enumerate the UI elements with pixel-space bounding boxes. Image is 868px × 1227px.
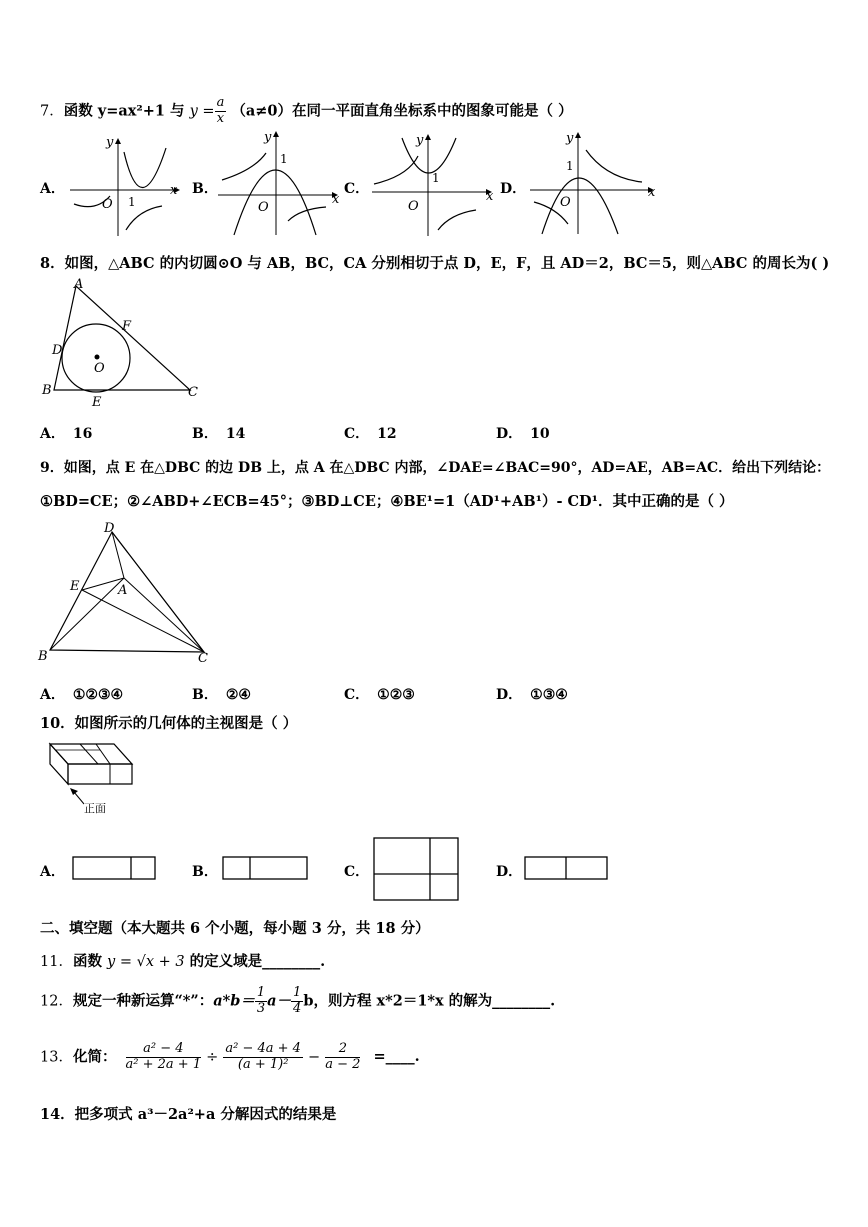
q10-option-c-view <box>372 836 460 902</box>
q10-option-a[interactable]: A． <box>40 864 65 880</box>
q8-option-b[interactable] <box>192 423 245 443</box>
q7-graph-b <box>214 125 344 240</box>
q8-option-a-letter: A． <box>40 426 65 442</box>
q8-option-c-value: 12 <box>377 426 397 442</box>
q7-graph-d <box>526 126 660 240</box>
q13-frac-1-den: a² + 2a + 1 <box>125 1056 202 1072</box>
q12-frac-2-den: 4 <box>293 1000 302 1016</box>
q7b-origin-label: O <box>258 200 269 215</box>
q10-solid-figure <box>44 736 144 816</box>
q9-label-d: D <box>104 521 115 536</box>
q8-figure <box>38 274 208 410</box>
q10-option-d-view <box>524 855 610 881</box>
q12-text-b: b，则方程 x*2＝1*x 的解为________. <box>303 992 556 1010</box>
q10-stem: 10．如图所示的几何体的主视图是（ ） <box>40 715 298 732</box>
section-2-title: 二、填空题（本大题共 6 个小题，每小题 3 分，共 18 分） <box>40 920 430 937</box>
q9-option-b[interactable] <box>192 684 251 704</box>
q8-label-f: F <box>122 319 132 334</box>
q11-number: 11． <box>40 954 73 970</box>
q10-option-c[interactable]: C． <box>344 864 370 880</box>
q7c-origin-label: O <box>408 199 419 214</box>
q8-label-d: D <box>52 343 63 358</box>
q7-option-c[interactable]: C． <box>344 181 370 197</box>
q9-stem-line2: ①BD=CE；②∠ABD+∠ECB=45°；③BD⊥CE；④BE¹=1（AD¹+AB¹）- CD¹．其中正确的是（ ） <box>40 493 734 510</box>
q10-option-d[interactable]: D． <box>496 864 523 880</box>
q9-option-d[interactable] <box>496 684 568 704</box>
q11-stem <box>40 950 325 971</box>
q13-frac-2-num: a² − 4a + 4 <box>225 1041 301 1056</box>
q9-option-c-letter: C． <box>344 687 370 703</box>
q12-frac-1 <box>255 986 267 1017</box>
q7c-y-label: y <box>416 133 424 148</box>
q9-figure <box>36 516 226 666</box>
q13-frac-2-den: (a + 1)² <box>237 1056 289 1072</box>
q7-stem <box>40 96 573 127</box>
q8-option-d-letter: D． <box>496 426 523 442</box>
q11-text-b: 的定义域是________. <box>189 953 326 970</box>
q9-option-a-value: ①②③④ <box>72 687 124 703</box>
q9-stem-line1: 9．如图，点 E 在△DBC 的边 DB 上，点 A 在△DBC 内部，∠DAE=∠BAC=90°，AD=AE，AB=AC．给出下列结论： <box>40 460 831 476</box>
q12-frac-2 <box>291 986 303 1017</box>
q12-text-a: 规定一种新运算“*”： <box>72 992 214 1010</box>
q7-frac-den: x <box>216 110 225 126</box>
q7-number: 7． <box>40 103 64 120</box>
q8-option-b-value: 14 <box>225 426 246 442</box>
q8-option-b-letter: B． <box>192 426 218 442</box>
q10-front-label: 正面 <box>84 802 106 815</box>
q7a-y-label: y <box>106 135 114 150</box>
q9-label-e: E <box>70 579 80 594</box>
q8-option-c[interactable] <box>344 423 397 443</box>
q13-frac-1-num: a² − 4 <box>126 1042 202 1058</box>
q13-frac-3-num: 2 <box>325 1042 360 1058</box>
q7b-one-label: 1 <box>280 152 288 166</box>
q7-formula-lhs: y = <box>189 103 215 120</box>
q13-frac-3-den: a − 2 <box>325 1056 361 1072</box>
q7c-x-label: x <box>486 189 494 204</box>
q13-frac-2 <box>223 1042 303 1073</box>
q7-option-b[interactable]: B． <box>192 181 218 197</box>
q8-label-b: B <box>42 383 52 398</box>
q10-option-a-view <box>72 855 158 881</box>
q9-label-a: A <box>118 583 128 598</box>
q7b-y-label: y <box>264 130 272 145</box>
q9-option-a-letter: A． <box>40 687 65 703</box>
q7a-one-label: 1 <box>128 195 136 209</box>
q9-option-b-value: ②④ <box>225 687 251 703</box>
q13-stem <box>40 1042 420 1073</box>
q8-option-c-letter: C． <box>344 426 370 442</box>
q12-lhs: a*b＝ <box>213 992 255 1010</box>
q7-frac-num: a <box>216 95 225 110</box>
q13-frac-1 <box>126 1042 202 1073</box>
q8-option-d[interactable] <box>496 423 550 443</box>
q8-label-e: E <box>92 395 102 410</box>
q8-option-a[interactable] <box>40 423 92 443</box>
q7d-one-label: 1 <box>566 159 574 173</box>
q9-option-d-value: ①③④ <box>530 687 568 703</box>
q9-label-c: C <box>198 651 208 666</box>
q8-option-a-value: 16 <box>72 426 93 442</box>
q13-text-a: 化简： <box>72 1048 117 1066</box>
q7-graph-c <box>368 128 498 240</box>
q9-option-d-letter: D． <box>496 687 523 703</box>
q12-frac-2-num: 1 <box>293 985 302 1000</box>
q7-graph-a <box>66 130 186 240</box>
q9-option-c-value: ①②③ <box>377 687 415 703</box>
q12-mid: a－ <box>267 992 292 1010</box>
q13-tail: =____. <box>373 1048 420 1066</box>
q7a-x-label: x <box>170 183 178 198</box>
q10-option-b[interactable]: B． <box>192 864 218 880</box>
q8-label-a: A <box>74 277 84 292</box>
q13-op-2: − <box>308 1049 321 1066</box>
q8-stem: 8．如图，△ABC 的内切圆⊙O 与 AB，BC，CA 分别相切于点 D，E，F，且 AD＝2，BC＝5，则△ABC 的周长为( ) <box>40 255 830 272</box>
q7d-x-label: x <box>648 185 656 200</box>
q8-label-c: C <box>188 385 198 400</box>
q11-text-a: 函数 <box>72 953 102 970</box>
q9-option-b-letter: B． <box>192 687 218 703</box>
q13-frac-3 <box>325 1042 360 1073</box>
q7-text-a: 函数 y=ax²+1 与 <box>63 102 185 120</box>
q7-option-a[interactable]: A． <box>40 181 65 197</box>
q7-fraction <box>215 96 227 127</box>
q12-stem <box>40 986 555 1017</box>
q7-option-d[interactable]: D． <box>500 181 527 197</box>
q9-option-c[interactable] <box>344 684 415 704</box>
q7d-y-label: y <box>566 131 574 146</box>
q7a-origin-label: O <box>102 197 113 212</box>
q11-formula: y = √x + 3 <box>107 954 185 970</box>
q7d-origin-label: O <box>560 195 571 210</box>
q12-frac-1-den: 3 <box>256 1000 266 1016</box>
q12-number: 12． <box>40 993 73 1010</box>
q7c-one-label: 1 <box>432 171 440 185</box>
q7-text-b: （a≠0）在同一平面直角坐标系中的图象可能是（ ） <box>231 102 573 120</box>
q12-frac-1-num: 1 <box>256 985 266 1000</box>
q8-label-o: O <box>94 361 105 376</box>
q9-label-b: B <box>38 649 48 664</box>
q13-op-1: ÷ <box>206 1049 219 1066</box>
q14-stem: 14．把多项式 a³－2a²+a 分解因式的结果是 <box>40 1106 337 1123</box>
q9-option-a[interactable] <box>40 684 123 704</box>
q8-option-d-value: 10 <box>530 426 550 442</box>
q7b-x-label: x <box>332 192 340 207</box>
q10-option-b-view <box>222 855 310 881</box>
q13-number: 13． <box>40 1049 73 1066</box>
